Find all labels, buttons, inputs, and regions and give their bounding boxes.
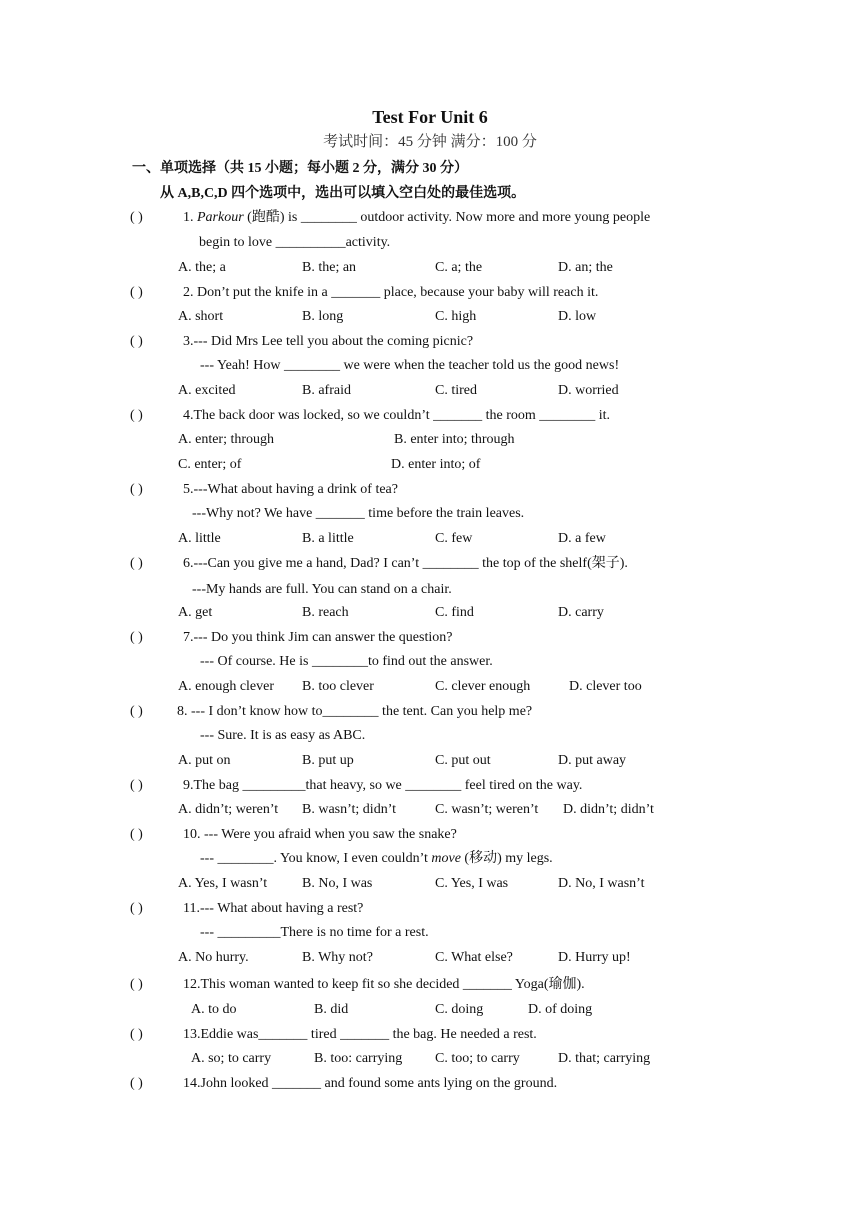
- option-b: B. long: [302, 309, 344, 324]
- option-b: B. a little: [302, 531, 354, 546]
- exam-info: 考试时间：45 分钟 满分：100 分: [323, 134, 537, 150]
- option-b: B. did: [314, 1002, 349, 1017]
- page-title: Test For Unit 6: [372, 107, 488, 127]
- option-b: B. too: carrying: [314, 1051, 403, 1066]
- answer-blank[interactable]: ( ): [130, 977, 143, 992]
- option-c: C. high: [435, 309, 477, 324]
- option-a: A. the; a: [178, 260, 226, 275]
- answer-blank[interactable]: ( ): [130, 704, 143, 719]
- option-c: C. Yes, I was: [435, 876, 509, 891]
- answer-blank[interactable]: ( ): [130, 210, 143, 225]
- option-d: D. No, I wasn’t: [558, 876, 645, 891]
- option-d: D. of doing: [528, 1002, 593, 1017]
- question-3: 3.--- Did Mrs Lee tell you about the coming picnic?: [183, 334, 474, 349]
- question-14: 14.John looked _______ and found some ants lying on the ground.: [183, 1076, 558, 1091]
- option-d: D. enter into; of: [391, 457, 481, 472]
- option-c: C. wasn’t; weren’t: [435, 802, 539, 817]
- option-d: D. that; carrying: [558, 1051, 651, 1066]
- question-9: 9.The bag _________that heavy, so we ________ feel tired on the way.: [183, 778, 583, 793]
- answer-blank[interactable]: ( ): [130, 334, 143, 349]
- option-d: D. Hurry up!: [558, 950, 631, 965]
- option-a: A. No hurry.: [178, 950, 249, 965]
- option-c: C. tired: [435, 383, 477, 398]
- question-11-line2: --- _________There is no time for a rest.: [200, 925, 429, 940]
- q10-line2-start: --- ________. You know, I even couldn’t: [200, 851, 432, 866]
- question-8-line2: --- Sure. It is as easy as ABC.: [200, 728, 366, 743]
- question-2: 2. Don’t put the knife in a _______ place, because your baby will reach it.: [183, 285, 599, 300]
- question-5-line2: ---Why not? We have _______ time before the train leaves.: [192, 506, 525, 521]
- option-a: A. enter; through: [178, 432, 275, 447]
- option-b: B. too clever: [302, 679, 374, 694]
- section-instruction: 从 A,B,C,D 四个选项中，选出可以填入空白处的最佳选项。: [160, 186, 526, 201]
- option-d: D. worried: [558, 383, 619, 398]
- answer-blank[interactable]: ( ): [130, 778, 143, 793]
- option-a: A. get: [178, 605, 213, 620]
- option-a: A. didn’t; weren’t: [178, 802, 279, 817]
- option-a: A. to do: [191, 1002, 237, 1017]
- question-10: 10. --- Were you afraid when you saw the snake?: [183, 827, 457, 842]
- option-b: B. reach: [302, 605, 349, 620]
- answer-blank[interactable]: ( ): [130, 630, 143, 645]
- option-d: D. low: [558, 309, 597, 324]
- answer-blank[interactable]: ( ): [130, 285, 143, 300]
- answer-blank[interactable]: ( ): [130, 1076, 143, 1091]
- answer-blank[interactable]: ( ): [130, 408, 143, 423]
- option-d: D. didn’t; didn’t: [563, 802, 654, 817]
- option-a: A. short: [178, 309, 224, 324]
- option-d: D. carry: [558, 605, 604, 620]
- section-heading: 一、单项选择（共 15 小题；每小题 2 分，满分 30 分）: [132, 161, 468, 176]
- option-d: D. a few: [558, 531, 606, 546]
- option-c: C. What else?: [435, 950, 513, 965]
- option-b: B. enter into; through: [394, 432, 515, 447]
- question-1: [183, 209, 650, 227]
- option-d: D. put away: [558, 753, 627, 768]
- option-b: B. Why not?: [302, 950, 373, 965]
- q1-italic: Parkour: [197, 210, 244, 225]
- q10-line2-end: (移动) my legs.: [460, 851, 553, 866]
- option-b: B. afraid: [302, 383, 351, 398]
- question-7-line2: --- Of course. He is ________to find out the answer.: [200, 654, 493, 669]
- question-10-line2: [200, 850, 553, 868]
- question-1-line2: begin to love __________activity.: [199, 235, 391, 250]
- answer-blank[interactable]: ( ): [130, 901, 143, 916]
- answer-blank[interactable]: ( ): [130, 482, 143, 497]
- question-7: 7.--- Do you think Jim can answer the question?: [183, 630, 453, 645]
- question-8: 8. --- I don’t know how to________ the tent. Can you help me?: [177, 704, 533, 719]
- option-a: A. Yes, I wasn’t: [178, 876, 268, 891]
- option-a: A. so; to carry: [191, 1051, 272, 1066]
- option-c: C. doing: [435, 1002, 484, 1017]
- answer-blank[interactable]: ( ): [130, 1027, 143, 1042]
- question-6-line2: ---My hands are full. You can stand on a chair.: [192, 582, 452, 597]
- option-c: C. find: [435, 605, 474, 620]
- q1-rest: (跑酷) is ________ outdoor activity. Now more and more young people: [243, 210, 651, 225]
- option-c: C. a; the: [435, 260, 483, 275]
- question-6: 6.---Can you give me a hand, Dad? I can’t ________ the top of the shelf(架子).: [183, 556, 628, 571]
- question-3-line2: --- Yeah! How ________ we were when the teacher told us the good news!: [200, 358, 620, 373]
- option-c: C. too; to carry: [435, 1051, 520, 1066]
- option-a: A. put on: [178, 753, 231, 768]
- option-c: C. put out: [435, 753, 491, 768]
- q10-italic: move: [431, 851, 461, 866]
- option-a: A. enough clever: [178, 679, 275, 694]
- option-b: B. wasn’t; didn’t: [302, 802, 396, 817]
- option-c: C. few: [435, 531, 473, 546]
- option-c: C. clever enough: [435, 679, 531, 694]
- option-b: B. No, I was: [302, 876, 373, 891]
- option-d: D. an; the: [558, 260, 613, 275]
- option-b: B. the; an: [302, 260, 357, 275]
- q1-prefix: 1.: [183, 210, 197, 225]
- question-11: 11.--- What about having a rest?: [183, 901, 364, 916]
- answer-blank[interactable]: ( ): [130, 556, 143, 571]
- question-13: 13.Eddie was_______ tired _______ the bag. He needed a rest.: [183, 1027, 537, 1042]
- option-d: D. clever too: [569, 679, 642, 694]
- answer-blank[interactable]: ( ): [130, 827, 143, 842]
- option-c: C. enter; of: [178, 457, 242, 472]
- option-b: B. put up: [302, 753, 354, 768]
- question-5: 5.---What about having a drink of tea?: [183, 482, 398, 497]
- option-a: A. little: [178, 531, 221, 546]
- question-12: 12.This woman wanted to keep fit so she decided _______ Yoga(瑜伽).: [183, 977, 585, 992]
- option-a: A. excited: [178, 383, 236, 398]
- question-4: 4.The back door was locked, so we couldn’t _______ the room ________ it.: [183, 408, 611, 423]
